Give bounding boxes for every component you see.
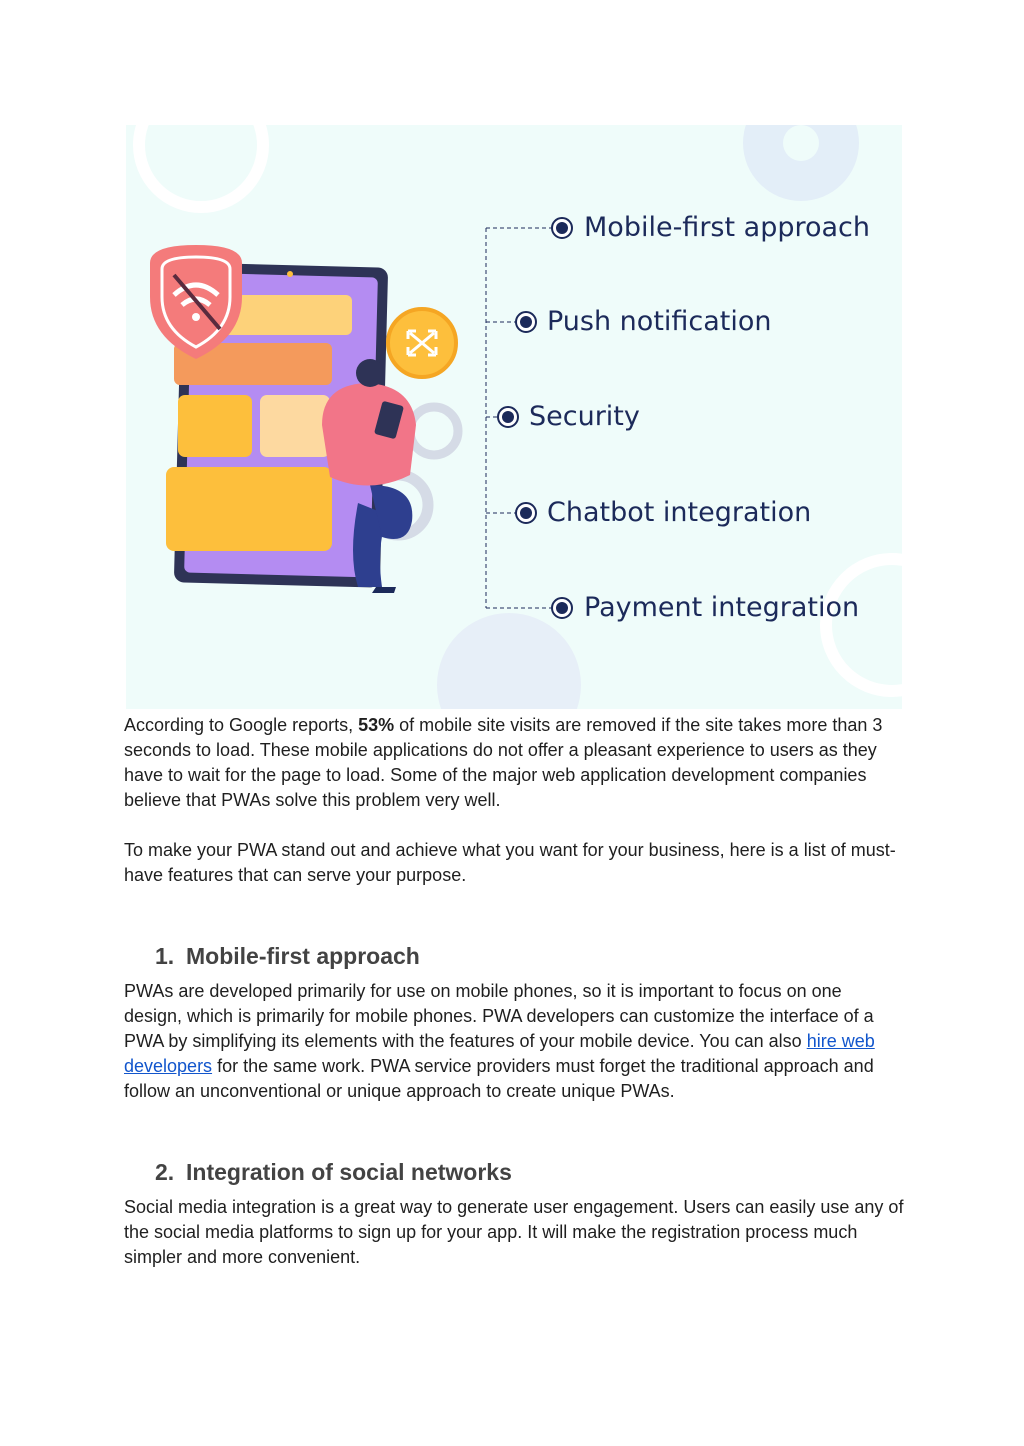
section-title: Integration of social networks xyxy=(186,1159,512,1185)
gear-icon-bottom xyxy=(437,613,581,709)
feature-label-payment: Payment integration xyxy=(584,592,860,623)
section-number: 2. xyxy=(155,1159,175,1185)
section-heading-2 xyxy=(155,1158,512,1186)
section-heading-1 xyxy=(155,942,420,970)
pwa-features-illustration xyxy=(126,125,902,709)
decor-ring-top-left xyxy=(139,125,263,207)
section-title: Mobile-first approach xyxy=(186,943,420,969)
section-body-2: Social media integration is a great way to generate user engagement. Users can easily use any of the social media platforms to sign up for your app. It will make the registration process much simpler and more convenient. xyxy=(124,1197,904,1267)
feature-label-security: Security xyxy=(529,401,640,432)
feature-label-chatbot: Chatbot integration xyxy=(547,497,812,528)
hire-web-developers-link[interactable]: hire web developers xyxy=(124,1031,875,1076)
feature-label-mobile-first: Mobile-first approach xyxy=(584,212,871,243)
section-body-text-end: for the same work. PWA service providers must forget the traditional approach and follow an unconventional or unique approach to create unique PWAs. xyxy=(124,1056,874,1101)
intro-text-start: According to Google reports, xyxy=(124,715,359,735)
intro-text-end: of mobile site visits are removed if the site takes more than 3 seconds to load. These mobile applications do not offer a pleasant experience to users as they have to wait for the page to load. Some of the major web application development companies believe that PWAs solve this problem very well. xyxy=(124,715,883,810)
section-body-1 xyxy=(124,979,904,1104)
intro-paragraph-1 xyxy=(124,713,904,813)
section-number: 1. xyxy=(155,943,175,969)
decor-ring-bottom-right xyxy=(826,559,902,691)
expand-icon xyxy=(388,309,456,377)
gear-icon-top-right xyxy=(743,125,859,201)
section-body-text-start: PWAs are developed primarily for use on mobile phones, so it is important to focus on one design, which is primarily for mobile phones. PWA developers can customize the interface of a PWA by simplifying its elements with the features of your mobile device. You can also xyxy=(124,981,874,1051)
intro-stat-bold: 53% xyxy=(358,715,395,735)
intro-paragraph-2: To make your PWA stand out and achieve what you want for your business, here is a list of must-have features that can serve your purpose. xyxy=(124,840,896,885)
feature-label-push-notification: Push notification xyxy=(547,306,772,337)
